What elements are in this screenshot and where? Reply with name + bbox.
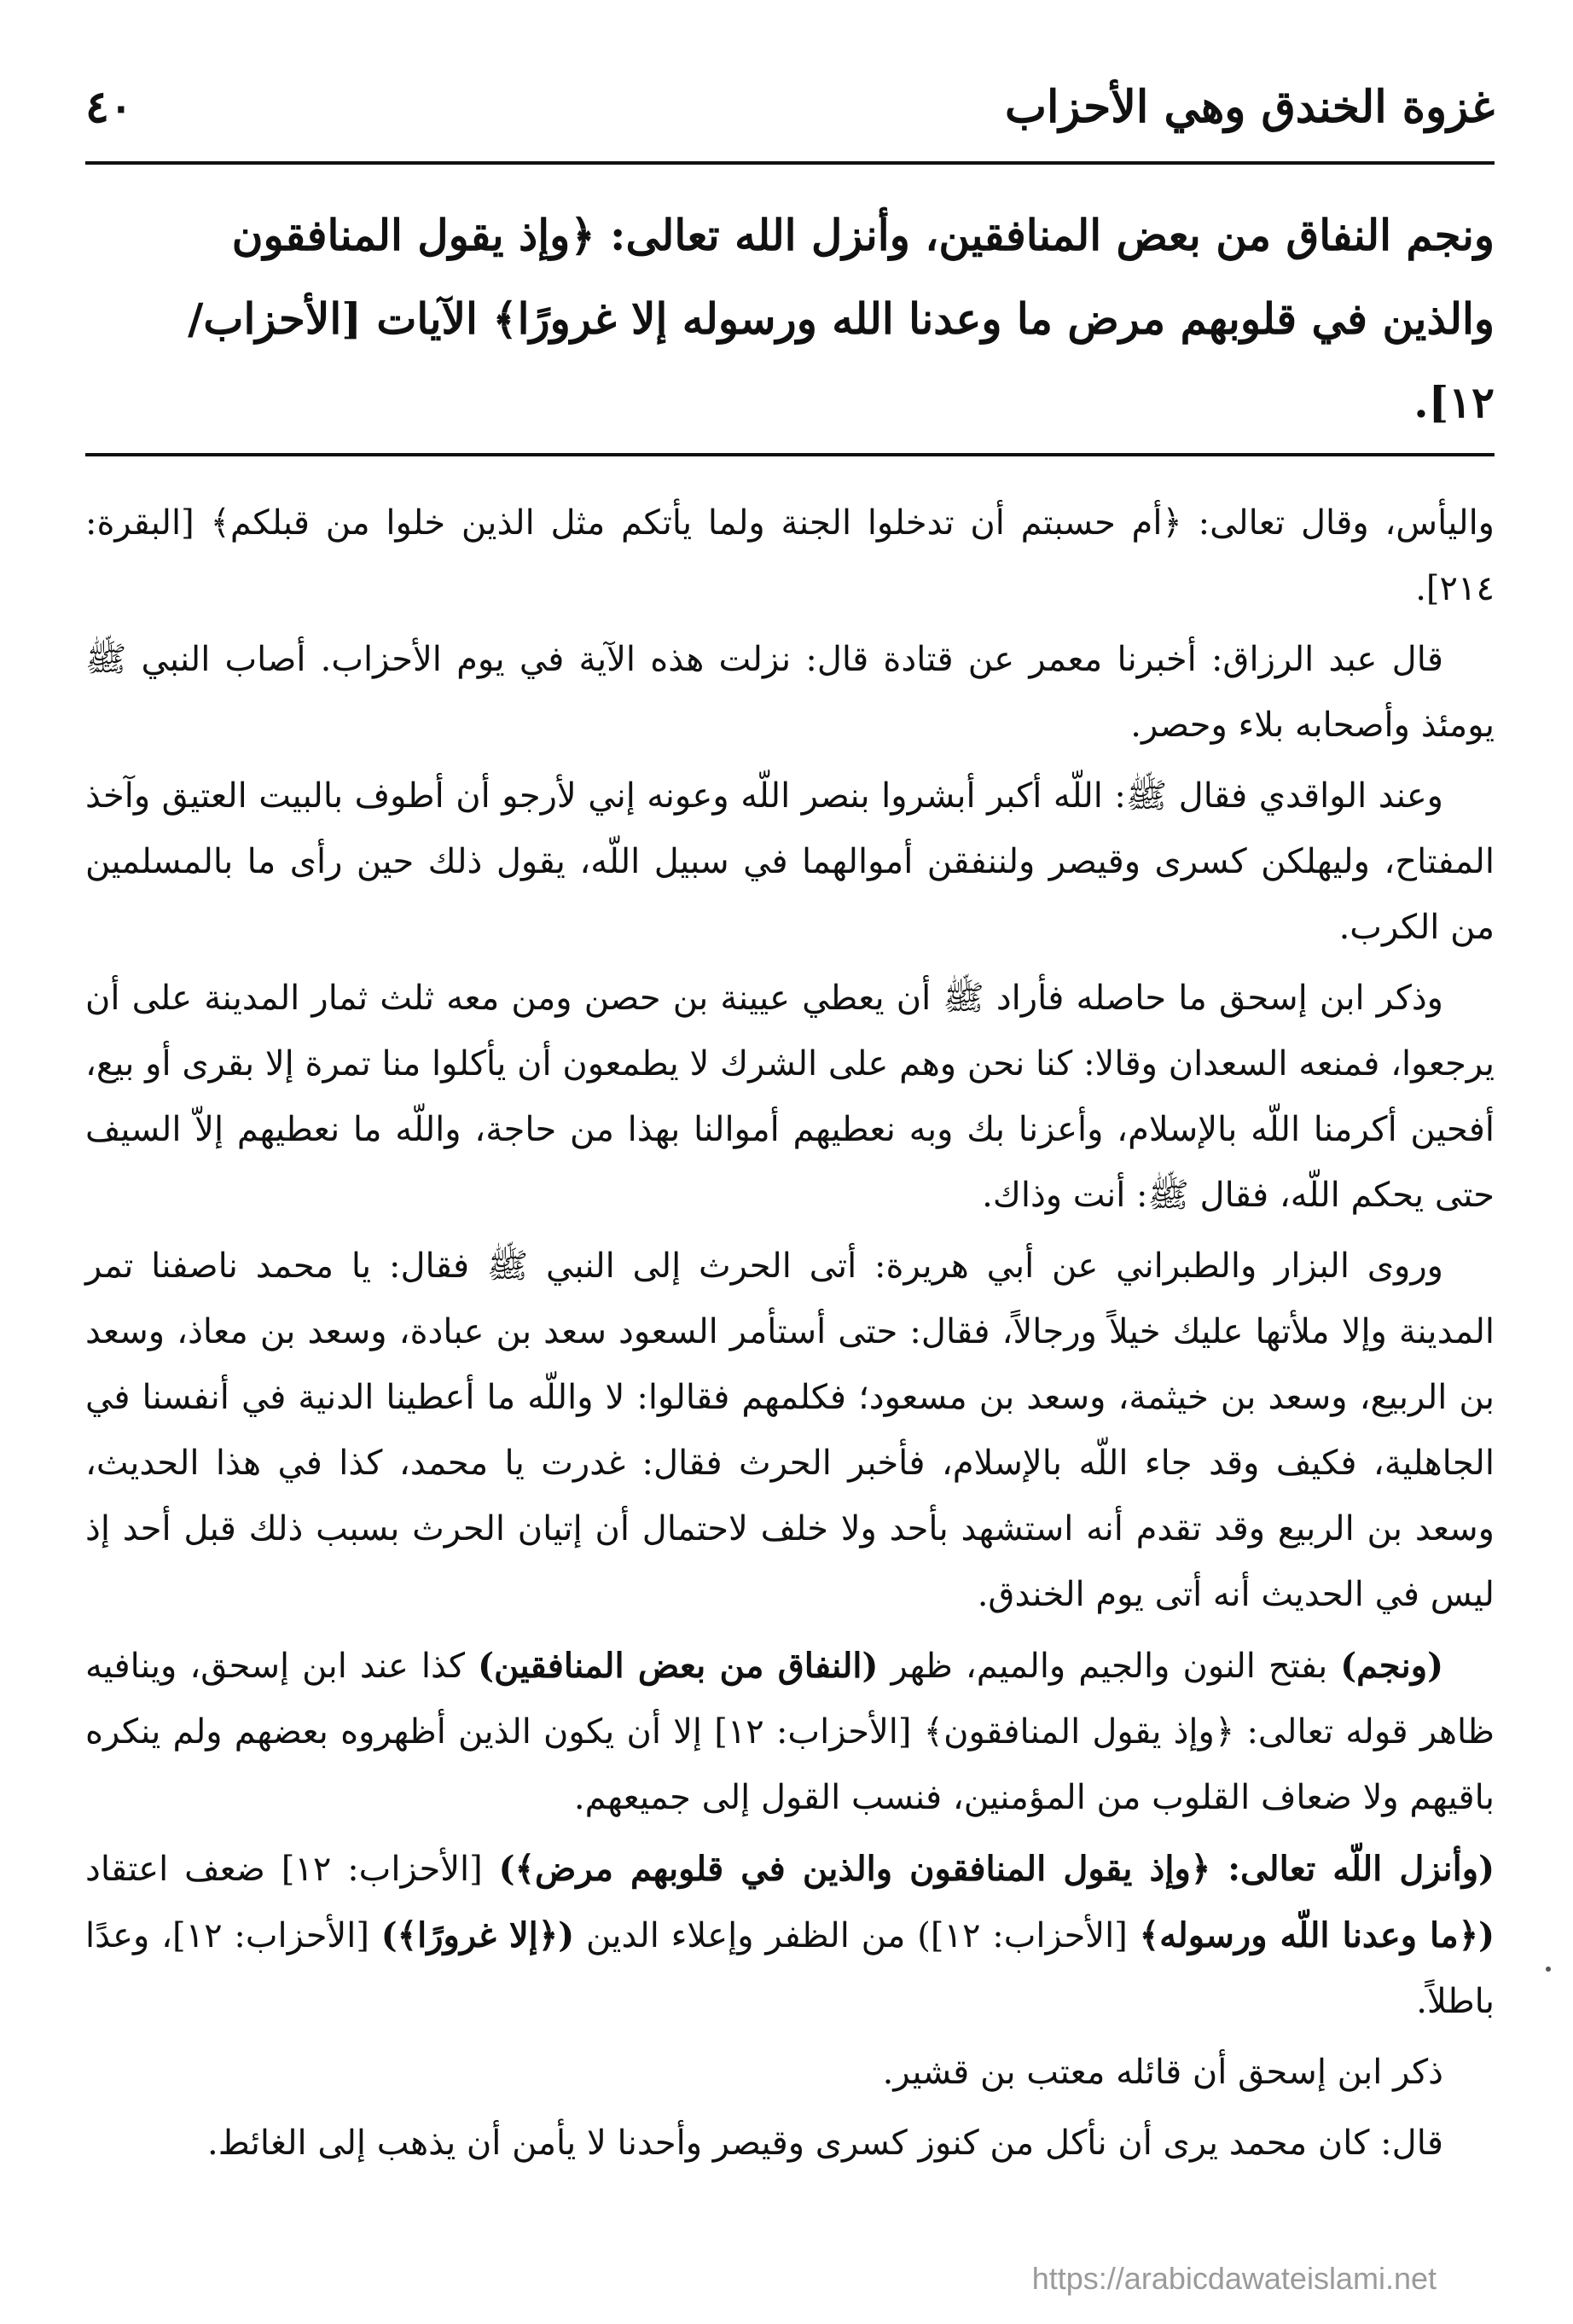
margin-mark <box>1546 1967 1551 1972</box>
commentary-text: [الأحزاب: ١٢] ضعف اعتقاد <box>85 1850 499 1889</box>
bold-quote: (﴿ما وعدنا اللّه ورسوله﴾ <box>1139 1915 1495 1955</box>
bold-quote: (النفاق من بعض المنافقين) <box>478 1646 879 1686</box>
main-text-line-1: ونجم النفاق من بعض المنافقين، وأنزل الله تعالى: ﴿وإذ يقول المنافقون <box>231 210 1495 260</box>
commentary-text: كذا عند ابن إسحق، وينافيه ظاهر قوله تعالى: ﴿وإذ يقول المنافقون﴾ [الأحزاب: ١٢] إلا أن يكون الذين أظهروه بعضهم ولم ينكره باقيهم ولا ضعاف القلوب من المؤمنين، فنسب القول إلى جميعهم. <box>85 1647 1495 1817</box>
page-header <box>85 81 1495 149</box>
commentary-paragraph: واليأس، وقال تعالى: ﴿أم حسبتم أن تدخلوا الجنة ولما يأتكم مثل الذين خلوا من قبلكم﴾ [البقرة: ٢١٤]. <box>85 503 1495 608</box>
header-rule <box>85 161 1495 165</box>
commentary-paragraph: قال عبد الرزاق: أخبرنا معمر عن قتادة قال: نزلت هذه الآية في يوم الأحزاب. أصاب النبي ﷺ يومئذ وأصحابه بلاء وحصر. <box>85 640 1495 745</box>
main-text-line-3: ١٢]. <box>1413 377 1495 427</box>
main-text-line-2: والذين في قلوبهم مرض ما وعدنا الله ورسوله إلا غرورًا﴾ الآيات [الأحزاب/ <box>188 293 1495 344</box>
bold-quote: (ونجم) <box>1340 1646 1443 1686</box>
bold-quote: (﴿إلا غرورًا﴾) <box>380 1915 575 1955</box>
bold-quote: (وأنزل اللّه تعالى: ﴿وإذ يقول المنافقون والذين في قلوبهم مرض﴾) <box>498 1849 1495 1889</box>
commentary-paragraph: قال: كان محمد يرى أن نأكل من كنوز كسرى وقيصر وأحدنا لا يأمن أن يذهب إلى الغائط. <box>207 2124 1443 2163</box>
main-text <box>85 194 1495 444</box>
commentary-text: [الأحزاب: ١٢]، وعدًا باطلاً. <box>85 1916 1495 2021</box>
commentary-paragraph: وذكر ابن إسحق ما حاصله فأراد ﷺ أن يعطي عيينة بن حصن ومن معه ثلث ثمار المدينة على أن يرجعوا، فمنعه السعدان وقالا: كنا نحن وهم على الشرك لا يطمعون أن يأكلوا منا تمرة إلا بقرى أو بيع، أفحين أكرمنا اللّه بالإسلام، وأعزنا بك وبه نعطيهم أموالنا بهذا من حاجة، واللّه ما نعطيهم إلاّ السيف حتى يحكم اللّه، فقال ﷺ: أنت وذاك. <box>85 979 1495 1215</box>
watermark-url: https://arabicdawateislami.net <box>1031 2261 1437 2296</box>
commentary-text: بفتح النون والجيم والميم، ظهر <box>878 1647 1341 1686</box>
commentary-paragraph: وروى البزار والطبراني عن أبي هريرة: أتى الحرث إلى النبي ﷺ فقال: يا محمد ناصفنا تمر المدينة وإلا ملأتها عليك خيلاً ورجالاً، فقال: حتى أستأمر السعود سعد بن عبادة، وسعد بن معاذ، وسعد بن الربيع، وسعد بن خيثمة، وسعد بن مسعود؛ فكلمهم فقالوا: لا واللّه ما أعطينا الدنية في أنفسنا في الجاهلية، فكيف وقد جاء اللّه بالإسلام، فأخبر الحرث فقال: غدرت يا محمد، كذا في هذا الحديث، وسعد بن الربيع وقد تقدم أنه استشهد بأحد ولا خلف لاحتمال أن إتيان الحرث بسبب ذلك قبل أحد إذ ليس في الحديث أنه أتى يوم الخندق. <box>85 1246 1495 1614</box>
running-title: غزوة الخندق وهي الأحزاب <box>1005 81 1495 133</box>
commentary <box>85 491 1495 2176</box>
commentary-paragraph <box>85 1836 1495 2035</box>
separator-rule <box>85 453 1495 456</box>
commentary-paragraph: ذكر ابن إسحق أن قائله معتب بن قشير. <box>882 2053 1443 2092</box>
commentary-paragraph <box>85 1633 1495 1831</box>
page-number: ٤٠ <box>85 81 133 133</box>
commentary-paragraph: وعند الواقدي فقال ﷺ: اللّه أكبر أبشروا بنصر اللّه وعونه إني لأرجو أن أطوف بالبيت العتيق وآخذ المفتاح، وليهلكن كسرى وقيصر ولننفقن أموالهما في سبيل اللّه، يقول ذلك حين رأى ما بالمسلمين من الكرب. <box>85 776 1495 947</box>
commentary-text: [الأحزاب: ١٢]) من الظفر وإعلاء الدين <box>574 1916 1140 1955</box>
